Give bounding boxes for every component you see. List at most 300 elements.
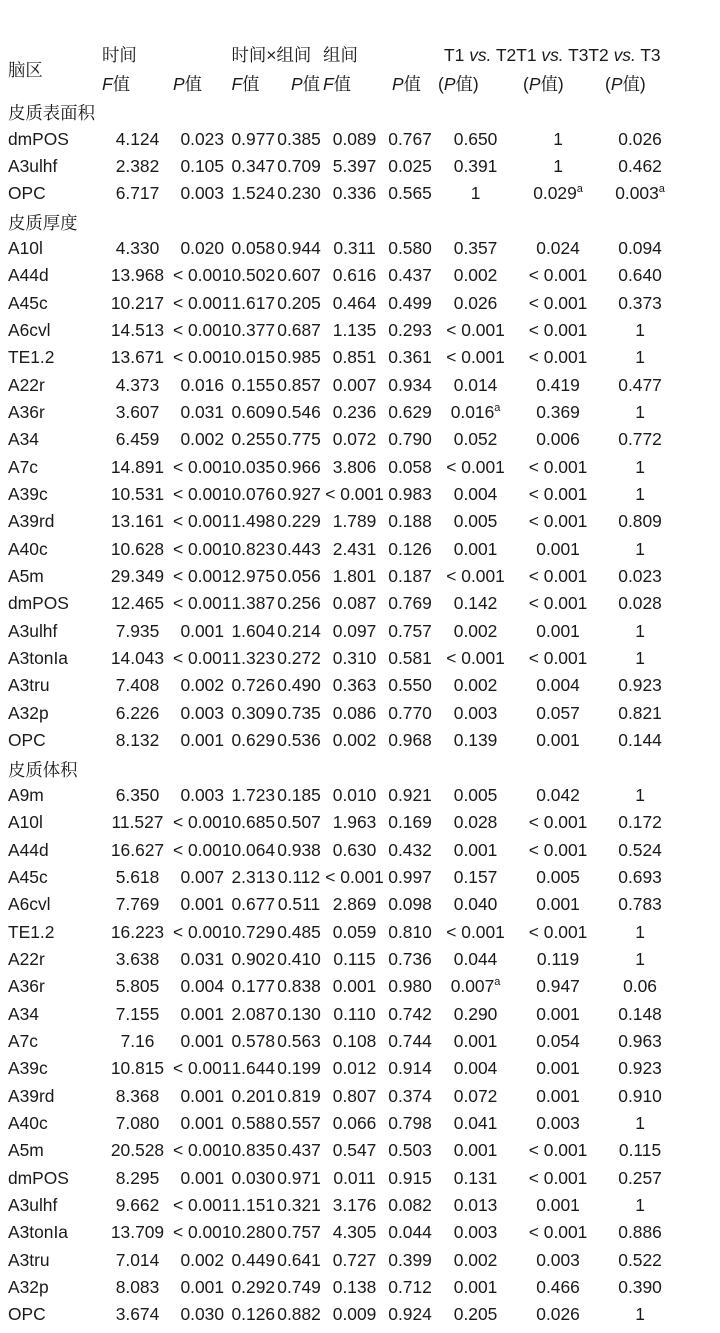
time-p-cell-value: < 0.001	[173, 538, 232, 559]
group-f-cell	[323, 727, 386, 754]
time-f-cell	[102, 1247, 173, 1274]
time-p-cell	[173, 1055, 232, 1082]
time-f-cell	[102, 1137, 173, 1164]
group-f-cell-value: 2.869	[332, 894, 377, 915]
region-cell: A45c	[8, 292, 48, 313]
interaction-p-cell	[275, 891, 323, 918]
group-p-cell-value: 0.770	[388, 702, 432, 723]
t2-vs-t3-cell	[599, 563, 681, 590]
time-f-cell-value: 8.295	[115, 1167, 160, 1188]
region-cell: A10l	[8, 812, 43, 833]
region-cell: TE1.2	[8, 921, 55, 942]
time-f-cell	[102, 1301, 173, 1328]
time-f-cell-value: 10.217	[110, 292, 165, 313]
time-p-cell	[173, 918, 232, 945]
interaction-p-cell	[275, 1301, 323, 1328]
time-p-cell	[173, 1274, 232, 1301]
group-p-cell-value: 0.293	[388, 320, 432, 341]
t1-vs-t3-cell	[517, 235, 599, 262]
region-cell: A39c	[8, 1058, 48, 1079]
t1-vs-t2-cell	[434, 1274, 517, 1301]
t1-vs-t3-cell	[517, 672, 599, 699]
t1-vs-t3-cell	[517, 153, 599, 180]
t1-vs-t3-cell-value: 0.057	[536, 702, 580, 723]
time-p-cell-value: < 0.001	[173, 320, 232, 341]
time-f-cell-value: 3.607	[115, 402, 160, 423]
t2-vs-t3-cell	[599, 399, 681, 426]
t1-vs-t2-cell-value: 0.001	[453, 1277, 498, 1298]
time-f-cell-value: 13.161	[110, 511, 165, 532]
t1-vs-t3-cell-value: < 0.001	[528, 347, 588, 368]
interaction-p-cell-value: 0.410	[277, 948, 321, 969]
group-f-cell-value: 0.007	[332, 374, 377, 395]
interaction-f-cell-value: 0.588	[231, 1113, 276, 1134]
t1-vs-t3-cell-value: < 0.001	[528, 456, 588, 477]
region-cell: A3tonIa	[8, 648, 68, 669]
group-p-cell-value: 0.581	[388, 648, 432, 669]
interaction-p-cell-value: 0.056	[277, 566, 321, 587]
group-f-cell	[323, 454, 386, 481]
time-p-cell-value: < 0.001	[173, 484, 232, 505]
time-f-cell-value: 4.124	[115, 128, 160, 149]
time-p-cell	[173, 782, 232, 809]
t1-vs-t2-cell-value: 0.002	[453, 675, 498, 696]
group-p-cell-value: 0.921	[388, 784, 432, 805]
t1-vs-t2-cell-value: 0.004	[453, 484, 498, 505]
t1-vs-t3-cell	[517, 454, 599, 481]
t1-vs-t3-cell-value: 0.001	[536, 894, 580, 915]
t2-vs-t3-cell	[599, 1192, 681, 1219]
interaction-p-cell-value: 0.437	[277, 1140, 321, 1161]
t2-vs-t3-cell	[599, 1055, 681, 1082]
time-f-cell	[102, 1055, 173, 1082]
significance-marker: a	[494, 402, 501, 415]
t1-vs-t2-cell	[434, 481, 517, 508]
group-f-cell-value: 0.066	[332, 1113, 377, 1134]
interaction-f-cell	[232, 782, 276, 809]
t1-vs-t3-cell-value: < 0.001	[528, 921, 588, 942]
time-p-cell	[173, 153, 232, 180]
interaction-f-cell-value: 1.723	[231, 784, 276, 805]
time-p-header: P值	[173, 73, 203, 94]
interaction-p-cell-value: 0.112	[277, 866, 321, 887]
t2-vs-t3-cell-value: 1	[635, 948, 645, 969]
interaction-f-cell-value: 2.313	[231, 866, 276, 887]
group-p-cell-value: 0.769	[388, 593, 432, 614]
group-p-cell-value: 0.767	[388, 128, 432, 149]
group-f-cell-value: 0.236	[332, 402, 377, 423]
t1-vs-t2-cell	[434, 180, 517, 207]
time-p-cell	[173, 290, 232, 317]
t1-vs-t2-cell	[434, 973, 517, 1000]
time-p-cell	[173, 399, 232, 426]
table-row	[8, 1000, 681, 1027]
t1-vs-t3-cell-value: 0.466	[536, 1277, 580, 1298]
time-f-cell	[102, 536, 173, 563]
time-p-cell-value: 0.002	[180, 1249, 225, 1270]
interaction-p-cell-value: 0.838	[277, 976, 321, 997]
group-f-cell	[323, 973, 386, 1000]
group-p-cell	[386, 809, 434, 836]
region-cell: A5m	[8, 1140, 44, 1161]
region-cell: A6cvl	[8, 320, 51, 341]
interaction-p-cell-value: 0.485	[277, 921, 321, 942]
interaction-p-cell-value: 0.507	[277, 812, 321, 833]
time-f-cell	[102, 125, 173, 152]
region-cell: A3ulhf	[8, 620, 58, 641]
t1-vs-t2-cell	[434, 317, 517, 344]
time-p-cell-value: 0.002	[180, 675, 225, 696]
t2-vs-t3-cell-value: 0.963	[618, 1031, 662, 1051]
table-row	[8, 317, 681, 344]
time-f-cell	[102, 727, 173, 754]
interaction-p-cell-value: 0.490	[277, 675, 321, 696]
t1-vs-t3-cell	[517, 536, 599, 563]
t1-vs-t3-cell-value: < 0.001	[528, 511, 588, 532]
t1-vs-t3-cell-value: 0.419	[536, 374, 580, 395]
time-p-cell-value: < 0.001	[173, 812, 232, 833]
group-f-cell-value: 0.727	[332, 1249, 377, 1270]
t2-vs-t3-cell	[599, 372, 681, 399]
region-cell: dmPOS	[8, 1167, 69, 1188]
time-f-cell	[102, 290, 173, 317]
interaction-f-cell-value: 1.323	[231, 648, 276, 669]
interaction-p-cell	[275, 864, 323, 891]
interaction-p-cell-value: 0.971	[277, 1167, 321, 1188]
t2-vs-t3-cell-value: 0.023	[618, 566, 662, 587]
interaction-p-cell	[275, 590, 323, 617]
t1-vs-t3-cell-value: < 0.001	[528, 265, 588, 286]
group-p-cell	[386, 836, 434, 863]
t1-vs-t3-cell-value: < 0.001	[528, 1140, 588, 1161]
time-f-cell	[102, 973, 173, 1000]
interaction-f-cell	[232, 645, 276, 672]
section-title: 皮质表面积	[8, 103, 95, 124]
region-cell: A32p	[8, 702, 49, 723]
time-p-cell-value: 0.023	[180, 128, 225, 149]
t1-vs-t3-cell	[517, 1110, 599, 1137]
interaction-p-cell-value: 0.966	[277, 456, 321, 477]
group-p-cell	[386, 426, 434, 453]
time-p-cell	[173, 864, 232, 891]
time-p-cell-value: < 0.001	[173, 648, 232, 669]
t2-vs-t3-cell-value: 0.640	[618, 265, 662, 286]
t1-vs-t2-cell-value: 0.290	[453, 1003, 498, 1024]
t1-vs-t3-cell-value: < 0.001	[528, 839, 588, 860]
t1-vs-t3-cell	[517, 1083, 599, 1110]
interaction-f-cell-value: 0.076	[231, 484, 276, 505]
time-p-cell	[173, 1301, 232, 1328]
t2-vs-t3-cell-value: 0.783	[618, 894, 662, 915]
t1-vs-t3-cell	[517, 782, 599, 809]
t1-vs-t2-cell	[434, 1247, 517, 1274]
interaction-p-cell	[275, 618, 323, 645]
interaction-p-cell	[275, 1055, 323, 1082]
group-f-cell-value: 0.086	[332, 702, 377, 723]
interaction-p-cell-value: 0.882	[277, 1304, 321, 1325]
t1-vs-t2-cell-value: 0.007	[450, 976, 495, 997]
table-body	[8, 98, 681, 1329]
table-row	[8, 290, 681, 317]
table-row	[8, 454, 681, 481]
group-p-cell	[386, 344, 434, 371]
time-p-cell	[173, 1219, 232, 1246]
region-cell: A36r	[8, 402, 45, 423]
group-f-cell	[323, 344, 386, 371]
time-p-cell-value: 0.001	[180, 1113, 225, 1134]
group-p-cell	[386, 536, 434, 563]
t2-vs-t3-cell-value: 1	[635, 484, 645, 505]
t1-vs-t3-cell	[517, 864, 599, 891]
time-p-cell	[173, 809, 232, 836]
group-p-cell	[386, 372, 434, 399]
time-p-cell-value: < 0.001	[173, 292, 232, 313]
group-f-cell	[323, 946, 386, 973]
interaction-p-cell-value: 0.938	[277, 839, 321, 860]
interaction-f-cell	[232, 864, 276, 891]
time-f-cell-value: 16.223	[110, 921, 165, 942]
interaction-f-cell	[232, 1192, 276, 1219]
time-f-cell-value: 14.043	[110, 648, 165, 669]
table-row	[8, 1247, 681, 1274]
group-f-cell	[323, 1083, 386, 1110]
time-f-cell	[102, 1000, 173, 1027]
time-f-cell-value: 5.618	[115, 866, 160, 887]
interaction-f-cell-value: 1.604	[231, 620, 276, 641]
time-p-cell-value: 0.020	[180, 237, 225, 258]
t1-vs-t2-cell-value: 0.139	[453, 730, 498, 751]
t1-vs-t2-cell-value: < 0.001	[446, 566, 505, 587]
interaction-p-cell	[275, 1110, 323, 1137]
t1-vs-t3-cell-value: 0.947	[536, 976, 580, 997]
time-p-cell-value: < 0.001	[173, 456, 232, 477]
interaction-f-cell	[232, 973, 276, 1000]
table-row	[8, 672, 681, 699]
interaction-p-cell	[275, 399, 323, 426]
t1-vs-t2-cell	[434, 1055, 517, 1082]
t1-vs-t3-cell-value: 0.001	[536, 1195, 580, 1216]
interaction-f-cell-value: 0.578	[231, 1031, 276, 1051]
interaction-p-cell-value: 0.641	[277, 1249, 321, 1270]
time-f-cell-value: 14.513	[110, 320, 165, 341]
group-p-cell	[386, 262, 434, 289]
t2-vs-t3-cell-value: 0.923	[618, 675, 662, 696]
header-row-2	[8, 66, 681, 98]
t2-vs-t3-cell-value: 0.693	[618, 866, 662, 887]
table-row	[8, 973, 681, 1000]
region-cell: A40c	[8, 538, 48, 559]
table-row	[8, 700, 681, 727]
t1-vs-t2-header: T1 vs. T2	[444, 45, 517, 65]
time-p-cell	[173, 508, 232, 535]
t1-vs-t3-cell	[517, 508, 599, 535]
time-p-cell	[173, 946, 232, 973]
t1-vs-t3-cell	[517, 290, 599, 317]
group-p-cell	[386, 1083, 434, 1110]
interaction-p-cell-value: 0.272	[277, 648, 321, 669]
time-f-cell	[102, 235, 173, 262]
group-f-header: F值	[323, 73, 352, 94]
group-p-header: P值	[392, 73, 422, 94]
group-p-cell	[386, 180, 434, 207]
time-f-cell-value: 4.373	[115, 374, 160, 395]
t1-vs-t3-cell-value: 0.119	[536, 948, 580, 969]
group-f-cell	[323, 1301, 386, 1328]
time-p-cell	[173, 1137, 232, 1164]
time-p-cell	[173, 1028, 232, 1055]
t1-vs-t2-cell	[434, 235, 517, 262]
region-cell: A3ulhf	[8, 155, 58, 176]
group-f-cell	[323, 290, 386, 317]
time-f-cell	[102, 836, 173, 863]
time-f-cell-value: 13.968	[110, 265, 165, 286]
t1-vs-t2-cell-value: 0.044	[453, 948, 498, 969]
t1-vs-t2-cell-value: 0.001	[453, 1140, 498, 1161]
interaction-p-cell	[275, 973, 323, 1000]
group-f-cell-value: 0.336	[332, 183, 377, 204]
group-f-cell	[323, 918, 386, 945]
t1-vs-t3-cell	[517, 891, 599, 918]
interaction-f-cell	[232, 809, 276, 836]
time-p-cell-value: 0.105	[180, 155, 225, 176]
time-f-cell-value: 4.330	[115, 237, 160, 258]
interaction-f-cell	[232, 372, 276, 399]
t2-vs-t3-header: T2 vs. T3	[588, 45, 661, 65]
group-f-cell-value: 0.012	[332, 1058, 377, 1079]
interaction-f-cell	[232, 1219, 276, 1246]
group-p-cell	[386, 153, 434, 180]
t2-vs-t3-cell	[599, 481, 681, 508]
time-f-cell	[102, 809, 173, 836]
table-row	[8, 1192, 681, 1219]
interaction-p-cell	[275, 125, 323, 152]
t2-vs-t3-cell	[599, 891, 681, 918]
time-f-cell	[102, 672, 173, 699]
t1-vs-t3-cell	[517, 946, 599, 973]
t1-vs-t3-cell	[517, 590, 599, 617]
interaction-p-cell	[275, 372, 323, 399]
interaction-f-cell	[232, 563, 276, 590]
group-f-cell-value: 0.087	[332, 593, 377, 614]
group-f-cell	[323, 1192, 386, 1219]
t1-vs-t2-cell	[434, 1137, 517, 1164]
time-f-cell-value: 5.805	[115, 976, 160, 997]
group-f-cell	[323, 1055, 386, 1082]
time-p-cell-value: 0.001	[180, 1031, 225, 1051]
t2-vs-t3-cell-value: 1	[635, 620, 645, 641]
group-p-cell	[386, 481, 434, 508]
group-p-cell	[386, 125, 434, 152]
time-f-cell-value: 10.815	[110, 1058, 165, 1079]
interaction-p-cell	[275, 508, 323, 535]
interaction-f-cell-value: 0.726	[231, 675, 276, 696]
interaction-f-cell-value: 0.030	[231, 1167, 276, 1188]
group-f-cell	[323, 235, 386, 262]
t1-vs-t2-cell-value: 0.040	[453, 894, 498, 915]
region-cell: A44d	[8, 839, 49, 860]
table-row	[8, 809, 681, 836]
t1-vs-t2-cell	[434, 1192, 517, 1219]
group-p-cell-value: 0.810	[388, 921, 432, 942]
time-f-cell	[102, 1165, 173, 1192]
t2-vs-t3-cell-value: 1	[635, 1195, 645, 1216]
group-p-cell	[386, 399, 434, 426]
time-p-cell	[173, 372, 232, 399]
t1-vs-t2-cell-value: < 0.001	[446, 347, 505, 368]
t2-vs-t3-cell-value: 0.257	[618, 1167, 662, 1188]
region-cell: TE1.2	[8, 347, 55, 368]
time-f-cell	[102, 700, 173, 727]
group-f-cell-value: 0.010	[332, 784, 377, 805]
section-title: 皮质体积	[8, 759, 78, 780]
time-p-cell-value: < 0.001	[173, 1222, 232, 1243]
t1-vs-t3-cell	[517, 918, 599, 945]
group-f-cell-value: 1.963	[332, 812, 377, 833]
t1-vs-t2-cell-value: 0.002	[453, 620, 498, 641]
t1-vs-t3-cell	[517, 1219, 599, 1246]
interaction-p-cell-value: 0.857	[277, 374, 321, 395]
t2-vs-t3-cell-value: 0.026	[618, 128, 662, 149]
t2-vs-t3-cell-value: 0.923	[618, 1058, 662, 1079]
time-p-cell	[173, 618, 232, 645]
group-p-cell-value: 0.399	[388, 1249, 432, 1270]
region-cell: A45c	[8, 866, 48, 887]
time-f-cell	[102, 344, 173, 371]
t1-vs-t3-cell-value: 0.003	[536, 1249, 580, 1270]
t2-vs-t3-cell	[599, 1219, 681, 1246]
region-cell: A32p	[8, 1277, 49, 1298]
interaction-f-cell-value: 0.015	[231, 347, 276, 368]
t1-vs-t2-cell-value: 0.041	[453, 1113, 498, 1134]
time-p-cell	[173, 672, 232, 699]
group-f-cell	[323, 590, 386, 617]
group-f-cell	[323, 125, 386, 152]
t1-vs-t2-cell-value: 0.072	[453, 1085, 498, 1106]
interaction-f-cell	[232, 153, 276, 180]
region-column-header: 脑区	[8, 59, 43, 80]
t1-vs-t2-cell-value: 1	[470, 183, 481, 204]
t2-vs-t3-cell-value: 0.390	[618, 1277, 662, 1298]
t1-vs-t2-cell-value: 0.016	[450, 402, 495, 423]
region-cell: A10l	[8, 237, 43, 258]
time-p-cell	[173, 1165, 232, 1192]
time-p-cell-value: < 0.001	[173, 1195, 232, 1216]
interaction-p-cell	[275, 1192, 323, 1219]
time-p-cell	[173, 426, 232, 453]
table-row	[8, 481, 681, 508]
t1-vs-t2-cell-value: 0.003	[453, 702, 498, 723]
group-p-cell-value: 0.757	[388, 620, 432, 641]
group-p-cell-value: 0.058	[388, 456, 432, 477]
group-p-cell	[386, 645, 434, 672]
t2-vs-t3-cell-value: 0.003	[615, 183, 659, 204]
time-p-cell-value: 0.031	[180, 402, 225, 423]
table-row	[8, 1055, 681, 1082]
table-row	[8, 344, 681, 371]
t2-vs-t3-cell	[599, 262, 681, 289]
time-p-cell	[173, 1083, 232, 1110]
interaction-f-cell-value: 0.347	[231, 155, 276, 176]
group-p-cell	[386, 946, 434, 973]
time-p-cell-value: 0.003	[180, 784, 225, 805]
interaction-f-cell	[232, 1110, 276, 1137]
time-p-cell	[173, 235, 232, 262]
group-p-cell	[386, 1055, 434, 1082]
region-cell: A34	[8, 1003, 39, 1024]
table-row	[8, 891, 681, 918]
time-p-cell	[173, 481, 232, 508]
group-f-cell	[323, 645, 386, 672]
